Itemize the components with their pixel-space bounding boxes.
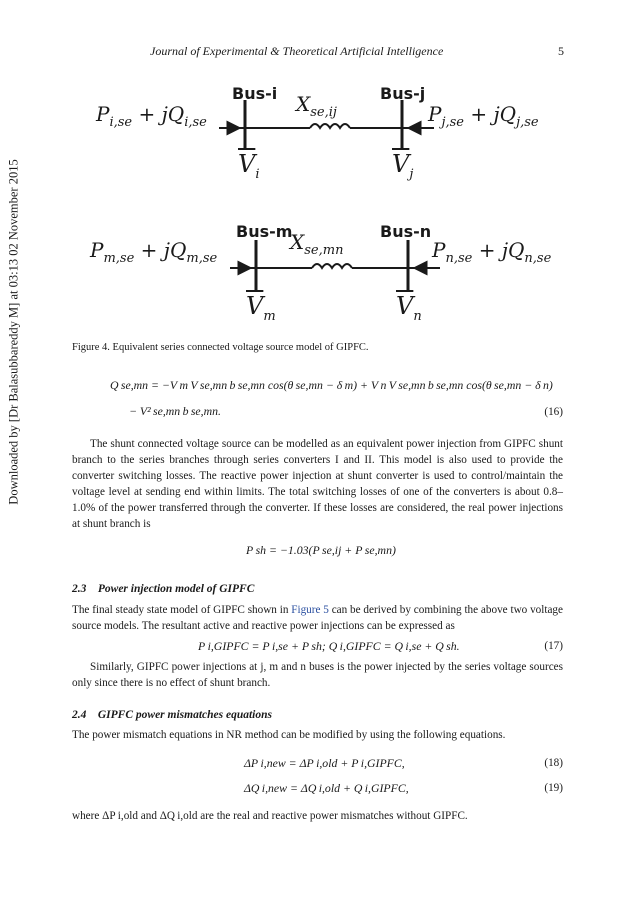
equation-16-number: (16) (544, 406, 563, 418)
figure-5-link[interactable]: Figure 5 (291, 604, 329, 616)
bottom-right-power-label: $P_{n,se} + jQ_{n,se}$ (432, 238, 552, 266)
bottom-left-power-label: $P_{m,se} + jQ_{m,se}$ (90, 238, 218, 266)
equation-19: ΔQ i,new = ΔQ i,old + Q i,GIPFC, (244, 781, 409, 795)
section-2-3-heading (72, 583, 254, 595)
top-right-power-label: $P_{j,se} + jQ_{j,se}$ (428, 102, 539, 130)
journal-header: Journal of Experimental & Theoretical Artificial Intelligence (150, 44, 444, 58)
section-2-4-number: 2.4 (72, 709, 87, 721)
voltage-vi-label: $\overline{V}_i$ (238, 150, 260, 182)
section-2-4-title: GIPFC power mismatches equations (97, 709, 272, 721)
section-2-3-title: Power injection model of GIPFC (97, 583, 255, 595)
paragraph-similarly: Similarly, GIPFC power injections at j, m and n buses is the power injected by the series voltage sources only since there is no effect of shunt branch. (72, 661, 563, 690)
top-reactance-label: $X_{se,ij}$ (296, 92, 337, 120)
paragraph-injection-text-a: The final steady state model of GIPFC shown in (72, 604, 292, 616)
page-number: 5 (558, 44, 564, 58)
voltage-vm-label: $\overline{V}_m$ (246, 292, 276, 324)
section-2-4-heading (72, 709, 272, 721)
paragraph-injection-text-b: can be derived by combining the above two voltage source models. The resultant active and reactive power injections can be expressed as (72, 604, 563, 633)
bus-m-label: Bus-m (236, 222, 293, 241)
equation-17-number: (17) (544, 640, 563, 652)
figure-caption: Figure 4. Equivalent series connected voltage source model of GIPFC. (72, 342, 369, 353)
download-note: Downloaded by [Dr Balasubbareddy M] at 03:13 02 November 2015 (6, 159, 21, 505)
paragraph-shunt-model: The shunt connected voltage source can be modelled as an equivalent power injection from GIPFC shunt branch to the series branches through series converters I and II. This model is also used to provide the converter switching losses. The reactive power injection at shunt converter is used to control/maintain the voltage level at sending end within limits. The total switching losses of one of the converters is about 0.8–1.0% of the power transferred through the converter. If these losses are considered, the real power injections at shunt branch is (72, 438, 563, 531)
equation-19-number: (19) (544, 782, 563, 794)
equation-16-line2: − V² se,mn b se,mn. (129, 404, 221, 418)
top-left-power-label: $P_{i,se} + jQ_{i,se}$ (96, 102, 207, 130)
equation-18: ΔP i,new = ΔP i,old + P i,GIPFC, (244, 756, 405, 770)
equation-17: P i,GIPFC = P i,se + P sh; Q i,GIPFC = Q i,se + Q sh. (198, 639, 460, 653)
equation-18-number: (18) (544, 757, 563, 769)
equation-psh: P sh = −1.03(P se,ij + P se,mn) (246, 543, 396, 557)
bottom-inductor-icon (312, 264, 352, 268)
top-inductor-icon (310, 124, 350, 128)
bottom-reactance-label: $X_{se,mn}$ (290, 230, 344, 258)
voltage-vj-label: $\overline{V}_j$ (392, 150, 414, 182)
voltage-vn-label: $\overline{V}_n$ (396, 292, 422, 324)
bus-i-label: Bus-i (232, 84, 278, 103)
paragraph-injection-model (72, 602, 563, 634)
bus-n-label: Bus-n (380, 222, 432, 241)
equation-16-line1: Q se,mn = −V m V se,mn b se,mn cos(θ se,mn − δ m) + V n V se,mn b se,mn cos(θ se,mn − δ n) (110, 378, 553, 392)
section-2-3-number: 2.3 (72, 583, 87, 595)
figure-4-diagram (0, 0, 638, 345)
bus-j-label: Bus-j (380, 84, 426, 103)
paragraph-where: where ΔP i,old and ΔQ i,old are the real and reactive power mismatches without GIPFC. (72, 810, 468, 822)
paragraph-mismatch: The power mismatch equations in NR method can be modified by using the following equations. (72, 729, 506, 741)
